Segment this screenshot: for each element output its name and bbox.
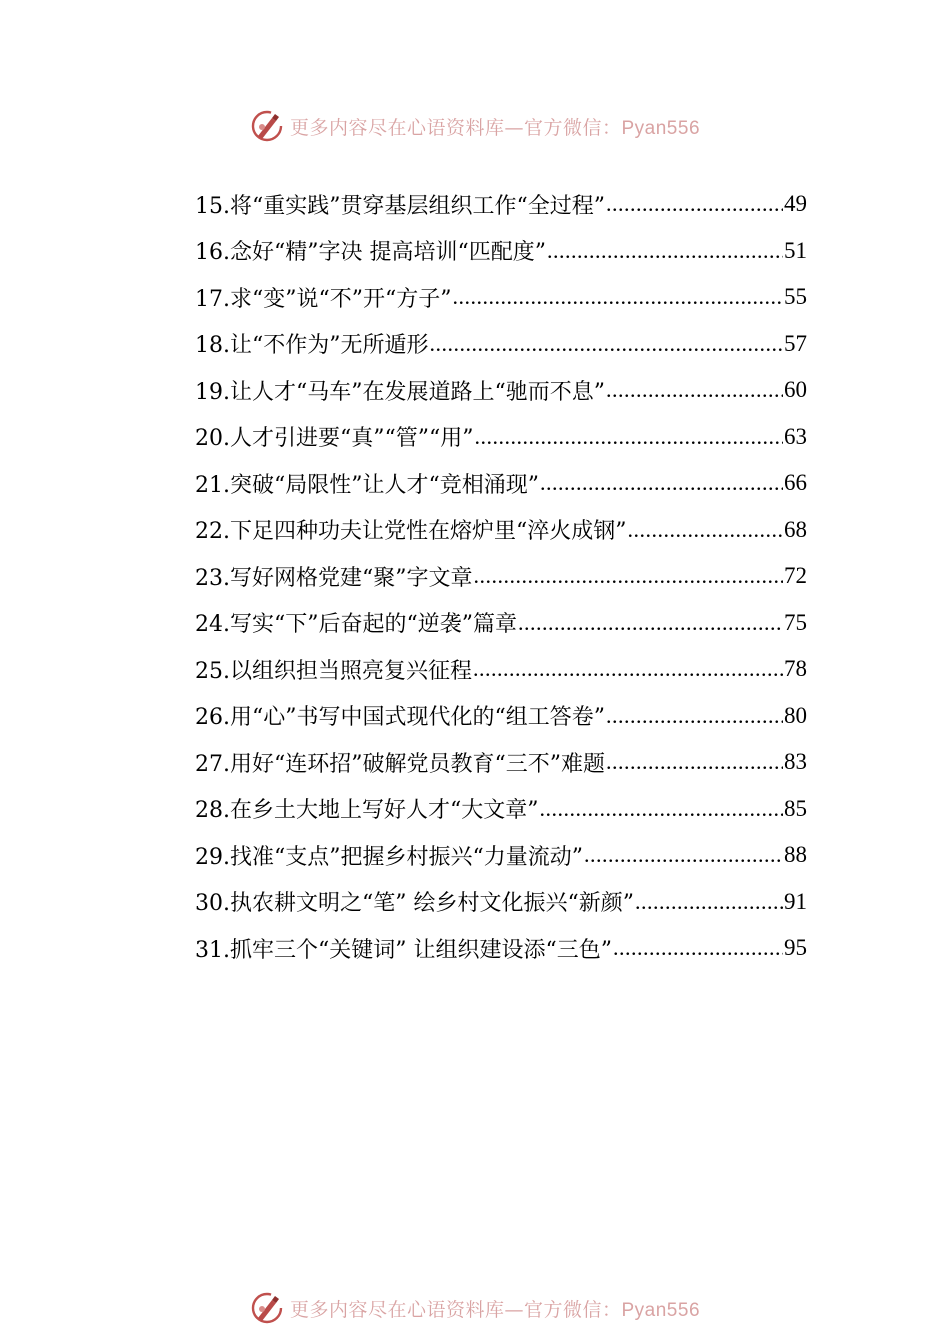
toc-entry-title: 26.用“心”书写中国式现代化的“组工答卷” [195, 705, 605, 731]
pen-logo-icon [250, 1291, 284, 1325]
toc-dot-leader [539, 798, 783, 820]
header-banner-text: 更多内容尽在心语资料库—官方微信：Pyan556 [289, 116, 701, 139]
toc-entry[interactable] [195, 600, 807, 647]
toc-dot-leader [613, 937, 783, 959]
toc-entry-title: 24.写实“下”后奋起的“逆袭”篇章 [195, 612, 517, 638]
toc-dot-leader [606, 193, 783, 215]
toc-entry-title: 20.人才引进要“真”“管”“用” [195, 426, 474, 452]
toc-dot-leader [429, 333, 783, 355]
toc-entry-page-number: 78 [784, 656, 807, 682]
toc-dot-leader [473, 565, 783, 587]
toc-entry-title: 17.求“变”说“不”开“方子” [195, 286, 452, 312]
toc-entry[interactable] [195, 693, 807, 740]
toc-entry-title: 25.以组织担当照亮复兴征程 [195, 658, 472, 684]
toc-dot-leader [547, 240, 783, 262]
toc-entry-page-number: 49 [784, 191, 807, 217]
toc-entry-page-number: 83 [784, 749, 807, 775]
toc-entry[interactable] [195, 414, 807, 461]
toc-entry[interactable] [195, 832, 807, 879]
pen-logo-icon [250, 109, 284, 143]
toc-entry-title: 27.用好“连环招”破解党员教育“三不”难题 [195, 751, 605, 777]
toc-entry[interactable] [195, 228, 807, 275]
table-of-contents [195, 181, 807, 972]
toc-entry-title: 28.在乡土大地上写好人才“大文章” [195, 798, 539, 824]
header-wechat-id: Pyan556 [621, 117, 701, 139]
toc-entry-page-number: 95 [784, 935, 807, 961]
toc-entry[interactable] [195, 367, 807, 414]
toc-entry-title: 31.抓牢三个“关键词” 让组织建设添“三色” [195, 937, 612, 963]
toc-dot-leader [606, 751, 783, 773]
toc-entry-page-number: 66 [784, 470, 807, 496]
toc-entry-title: 29.找准“支点”把握乡村振兴“力量流动” [195, 844, 583, 870]
footer-banner-text: 更多内容尽在心语资料库—官方微信：Pyan556 [289, 1298, 701, 1321]
toc-entry-title: 19.让人才“马车”在发展道路上“驰而不息” [195, 379, 605, 405]
toc-entry-title: 15.将“重实践”贯穿基层组织工作“全过程” [195, 193, 605, 219]
toc-entry[interactable] [195, 181, 807, 228]
toc-entry-page-number: 51 [784, 237, 807, 263]
toc-entry-title: 23.写好网格党建“聚”字文章 [195, 565, 473, 591]
toc-dot-leader [627, 519, 783, 541]
toc-entry[interactable] [195, 507, 807, 554]
toc-dot-leader [473, 658, 783, 680]
toc-entry-title: 18.让“不作为”无所遁形 [195, 333, 429, 359]
toc-entry-title: 22.下足四种功夫让党性在熔炉里“淬火成钢” [195, 519, 627, 545]
toc-entry[interactable] [195, 321, 807, 368]
toc-entry-page-number: 85 [784, 795, 807, 821]
toc-dot-leader [635, 891, 783, 913]
toc-dot-leader [452, 286, 783, 308]
toc-entry[interactable] [195, 786, 807, 833]
toc-entry-page-number: 75 [784, 609, 807, 635]
toc-entry[interactable] [195, 646, 807, 693]
toc-entry-title: 16.念好“精”字决 提高培训“匹配度” [195, 240, 546, 266]
toc-entry[interactable] [195, 553, 807, 600]
toc-entry[interactable] [195, 739, 807, 786]
toc-entry-page-number: 55 [784, 284, 807, 310]
toc-dot-leader [518, 612, 783, 634]
toc-entry-page-number: 60 [784, 377, 807, 403]
toc-dot-leader [540, 472, 783, 494]
toc-entry-page-number: 88 [784, 842, 807, 868]
footer-banner [0, 1288, 950, 1328]
toc-entry-page-number: 72 [784, 563, 807, 589]
toc-dot-leader [584, 844, 783, 866]
toc-dot-leader [606, 379, 783, 401]
toc-dot-leader [606, 705, 783, 727]
toc-entry[interactable] [195, 274, 807, 321]
toc-entry-title: 30.执农耕文明之“笔” 绘乡村文化振兴“新颜” [195, 891, 634, 917]
toc-entry-page-number: 63 [784, 423, 807, 449]
toc-entry[interactable] [195, 460, 807, 507]
toc-entry-page-number: 68 [784, 516, 807, 542]
toc-entry[interactable] [195, 879, 807, 926]
toc-entry-title: 21.突破“局限性”让人才“竞相涌现” [195, 472, 539, 498]
toc-entry-page-number: 57 [784, 330, 807, 356]
header-banner [0, 106, 950, 146]
footer-wechat-id: Pyan556 [621, 1299, 701, 1321]
toc-entry-page-number: 80 [784, 702, 807, 728]
toc-entry[interactable] [195, 925, 807, 972]
toc-dot-leader [474, 426, 783, 448]
toc-entry-page-number: 91 [784, 888, 807, 914]
